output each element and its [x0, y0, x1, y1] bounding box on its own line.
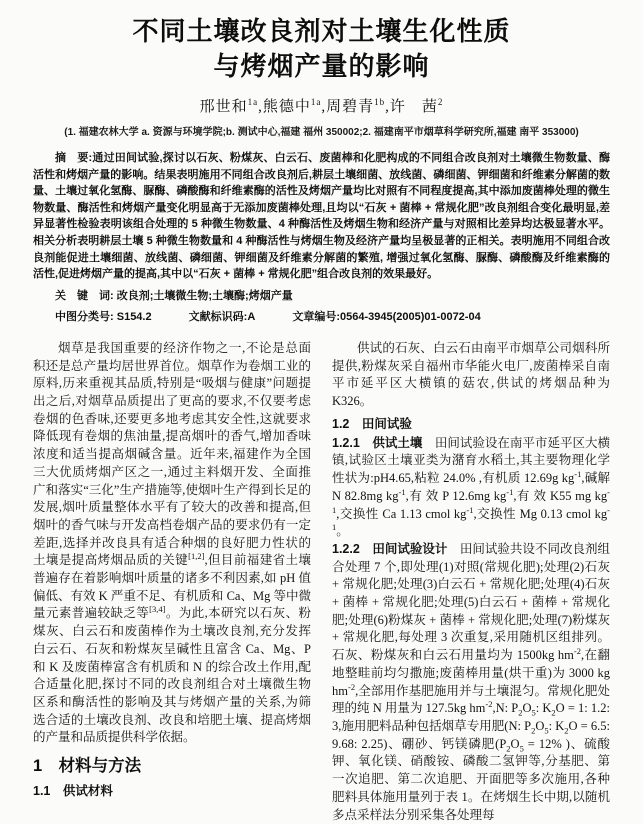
authors-line: 邢世和$^{1a}$,熊德中$^{1a}$,周碧青$^{1b}$,许 茜$^2$	[199, 97, 444, 115]
keywords-line	[33, 288, 610, 305]
left-column	[33, 340, 311, 824]
article-number-label: 文章编号:	[292, 311, 341, 324]
abstract-block	[33, 150, 610, 326]
soil-description-paragraph: 1.2.1 供试土壤 田间试验设在南平市延平区大横镇,试验区土壤亚类为潴育水稻土,其主要物理化学性状为:pH4.65,粘粒 24.0% ,有机质 12.69g $kg^{-1}$,碱解 N 82.8mg $kg^{-1}$,有 效 P 12.6mg $kg^{-1}$,有 效 K55 mg $kg^{-1}$,交换性 Ca 1.13 cmol $kg^{-1}$,交换性 Mg 0.13 cmol $kg^{-1}$。	[332, 435, 610, 539]
abstract-text: 通过田间试验,探讨以石灰、粉煤灰、白云石、废菌棒和化肥构成的不同组合改良剂对土壤微生物数量、酶活性和烤烟产量的影响。结果表明施用不同组合改良剂后,耕层土壤细菌、放线菌、磷细菌、钾细菌和纤维素分解菌的数量、土壤过氧化氢酶、脲酶、磷酸酶和纤维素酶的活性及烤烟产量均比对照有不同程度提高,其中添加废菌棒处理的微生物数量、酶活性和烤烟产量变化明显高于无添加废菌棒处理,且均以“石灰 + 菌棒 + 常规化肥”改良剂组合变化最明显,差异显著性检验表明该组合处理的 5 种微生物数量、4 种酶活性及烤烟生物和经济产量与对照相比差异均达极显著水平。相关分析表明耕层土壤 5 种微生物数量和 4 种酶活性与烤烟生物及经济产量均呈极显著的正相关。表明施用不同组合改良剂能促进土壤细菌、放线菌、磷细菌、钾细菌及纤维素分解菌的繁殖, 增强过氧化氢酶、脲酶、磷酸酶及纤维素酶的活性,促进烤烟产量的提高,其中以“石灰 + 菌棒 + 常规化肥”组合改良剂的效果最好。	[33, 152, 610, 281]
article-number	[292, 309, 480, 326]
document-code-value: A	[247, 311, 256, 324]
meta-line	[33, 309, 610, 326]
keywords-text: 改良剂;土壤微生物;土壤酶;烤烟产量	[116, 289, 293, 302]
clc-value: S154.2	[116, 311, 152, 324]
right-column	[332, 340, 610, 824]
experiment-design-paragraph: 1.2.2 田间试验设计 田间试验共设不同改良剂组合处理 7 个,即处理(1)对照(常规化肥);处理(2)石灰 + 常规化肥;处理(3)白云石 + 常规化肥;处理(4)石灰 + 菌棒 + 常规化肥;处理(5)白云石 + 菌棒 + 常规化肥;处理(6)粉煤灰 + 菌棒 + 常规化肥;处理(7)粉煤灰 + 常规化肥,每处理 3 次重复,采用随机区组排列。石灰、粉煤灰和白云石用量均为 1500kg $hm^{-2}$,在翻地整畦前均匀撒施;废菌棒用量(烘干重)为 3000 kg $hm^{-2}$,全部用作基肥施用并与土壤混匀。常规化肥处理的纯 N 用量为 127.5kg $hm^{-2},N$: $P_2O_5$: $K_2O = 1$: 1.2: 3,施用肥料品种包括烟草专用肥(N: $P_2O_5$: $K_2O = 6.5$: 9.68: 2.25)、硼砂、钙镁磷肥($P_2O_5 = 12\%$ )、硫酸钾、氧化镁、硝酸铵、磷酸二氢钾等,分基肥、第一次追肥、第二次追肥、开面肥等多次施用,各种肥料具体施用量列于表 1。在烤烟生长中期,以随机多点采样法分别采集各处理每	[332, 541, 611, 822]
affiliation-line: (1. 福建农林大学 a. 资源与环境学院;b. 测试中心,福建 福州 350002;2. 福建南平市烟草科学研究所,福建 南平 353000)	[64, 127, 579, 138]
intro-paragraph: 烟草是我国重要的经济作物之一,不论是总面积还是总产量均居世界首位。烟草作为卷烟工业的原料,历来重视其品质,特别是“吸烟与健康”问题提出之后,对烟草品质提出了更高的要求,不仅要考虑卷烟的色香味,还要更多地考虑其安全性,这就要求降低现有卷烟的焦油量,提高烟叶的香气,增加香味浓度和适当提高烟碱含量。近年来,福建作为全国三大优质烤烟产区之一,通过主料烟开发、全面推广和落实“三化”生产措施等,使烟叶生产得到长足的发展,烟叶质量整体水平有了较大的改善和提高,但烟叶的香气味与开发高档卷烟产品的要求仍有一定差距,选择并改良具有适合种烟的良好肥力性状的土壤是提高烤烟品质的关键[1,2],但目前福建省土壤普遍存在着影响烟叶质量的诸多不利因素,如 pH 值偏低、有效 K 严重不足、有机质和 Ca、Mg 等中微量元素普遍较缺乏等[3,4]。为此,本研究以石灰、粉煤灰、白云石和废菌棒作为土壤改良剂,充分发挥白云石、石灰和粉煤灰呈碱性且富含 Ca、Mg、P 和 K 及废菌棒富含有机质和 N 的综合改土作用,配合适量化肥,探讨不同的改良剂组合对土壤微生物区系和酶活性的影响及其与烤烟产量的关系,为筛选合适的土壤改良剂、改良和培肥土壤、提高烤烟的产量和品质提供科学依据。	[33, 340, 311, 745]
section-1-1-heading: 1.1 供试材料	[33, 784, 113, 799]
keywords-label: 关 键 词:	[55, 289, 114, 302]
section-1-heading: 1 材料与方法	[33, 757, 142, 776]
clc-label: 中图分类号:	[55, 311, 114, 324]
section-1-2-heading: 1.2 田间试验	[332, 416, 412, 431]
materials-paragraph: 供试的石灰、白云石由南平市烟草公司烟科所提供,粉煤灰采自福州市华能火电厂,废菌棒采自南平市延平区大横镇的菇农,供试的烤烟品种为 K326。	[332, 340, 610, 409]
document-code	[189, 309, 256, 326]
clc-number	[55, 309, 152, 326]
abstract-label: 摘 要:	[55, 152, 93, 164]
two-column-body	[33, 340, 610, 824]
document-code-label: 文献标识码:	[188, 311, 248, 324]
paper-title-line1: 不同土壤改良剂对土壤生化性质	[132, 16, 511, 46]
paper-title	[33, 14, 610, 84]
abstract-paragraph	[33, 150, 610, 283]
article-number-value: 0564-3945(2005)01-0072-04	[340, 311, 481, 324]
paper-title-line2: 与烤烟产量的影响	[213, 51, 430, 81]
